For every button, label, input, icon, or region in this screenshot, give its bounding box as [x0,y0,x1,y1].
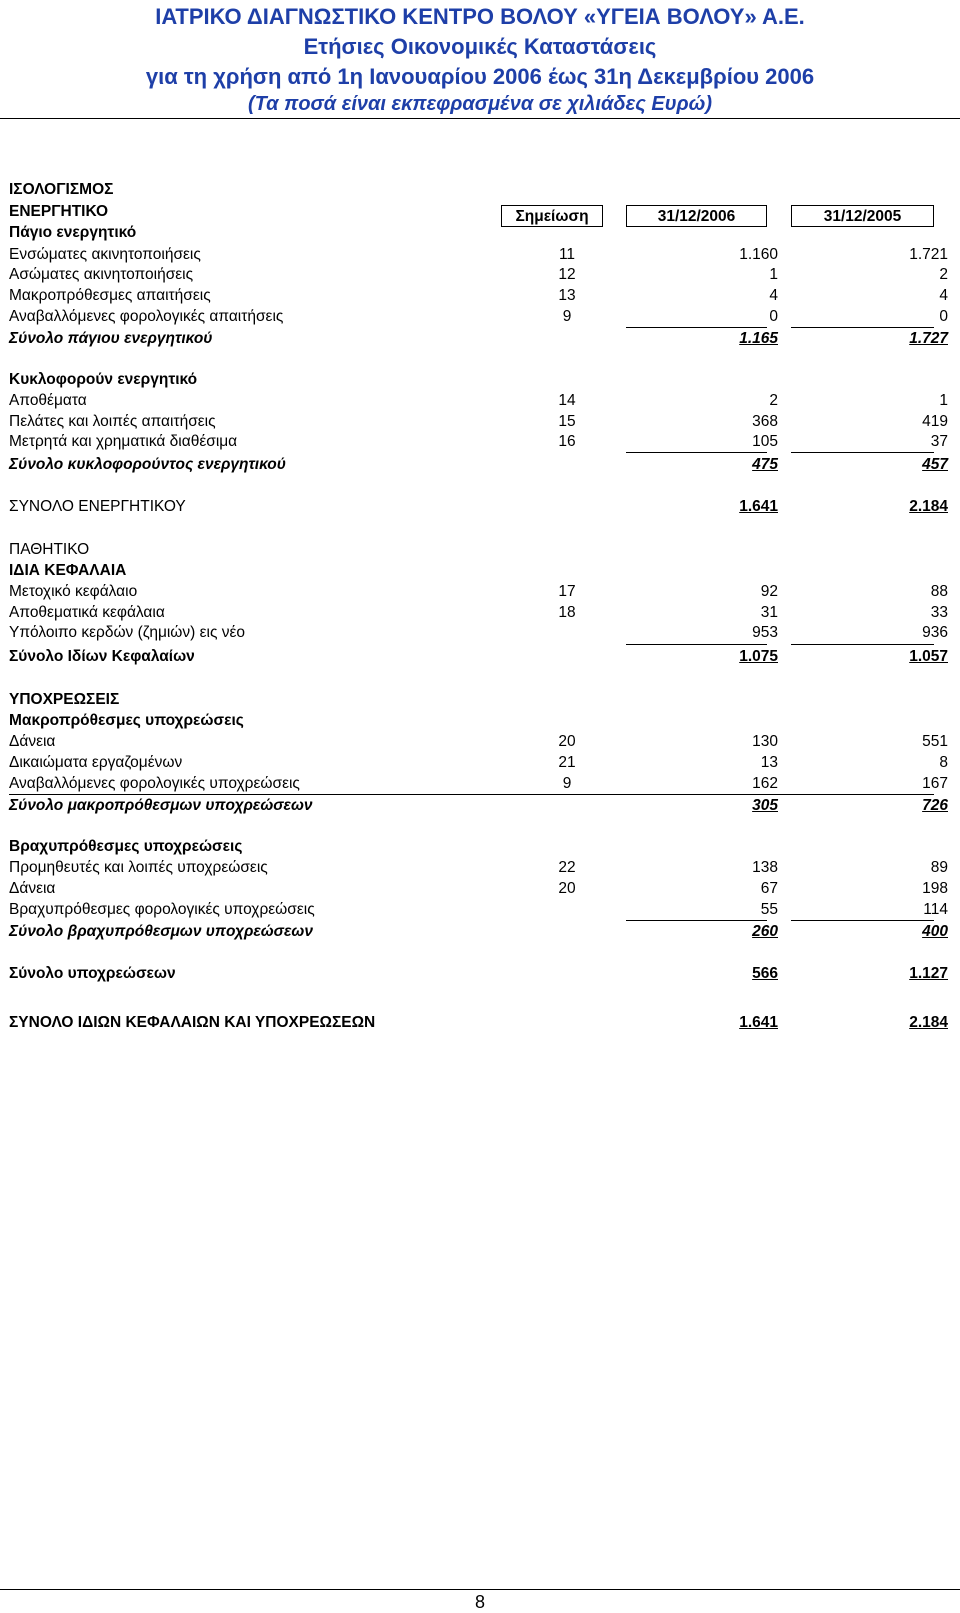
subtotal-rule [626,452,767,453]
table-row: Ενσώματες ακινητοποιήσεις 11 1.160 1.721 [9,246,948,263]
shortterm-title: Βραχυπρόθεσμες υποχρεώσεις [9,838,243,855]
total-row: Σύνολο υποχρεώσεων 566 1.127 [9,965,948,982]
subtotal-rule [626,920,767,921]
grand-total-row: ΣΥΝΟΛΟ ΙΔΙΩΝ ΚΕΦΑΛΑΙΩΝ ΚΑΙ ΥΠΟΧΡΕΩΣΕΩΝ 1.641 2.184 [9,1014,948,1031]
column-header-2006: 31/12/2006 [626,205,767,227]
total-row: Σύνολο κυκλοφορούντος ενεργητικού 475 457 [9,456,948,473]
statements-title: Ετήσιες Οικονομικές Καταστάσεις [303,34,657,59]
subtotal-rule [791,644,934,645]
subtotal-rule [626,327,767,328]
subtotal-rule [9,794,934,795]
table-row: Μετοχικό κεφάλαιο 17 92 88 [9,583,948,600]
table-row: Δάνεια 20 67 198 [9,880,948,897]
company-title: ΙΑΤΡΙΚΟ ΔΙΑΓΝΩΣΤΙΚΟ ΚΕΝΤΡΟ ΒΟΛΟΥ «ΥΓΕΙΑ ΒΟΛΟΥ» Α.Ε. [155,4,805,29]
table-row: Αναβαλλόμενες φορολογικές υποχρεώσεις 9 162 167 [9,775,948,792]
table-row: Πελάτες και λοιπές απαιτήσεις 15 368 419 [9,413,948,430]
subtotal-rule [791,920,934,921]
table-row: Αποθεματικά κεφάλαια 18 31 33 [9,604,948,621]
table-row: Προμηθευτές και λοιπές υποχρεώσεις 22 138 89 [9,859,948,876]
column-header-note: Σημείωση [501,205,603,227]
table-row: Αναβαλλόμενες φορολογικές απαιτήσεις 9 0 0 [9,308,948,325]
footer-divider [0,1589,960,1590]
obligations-title: ΥΠΟΧΡΕΩΣΕΙΣ [9,691,120,708]
longterm-title: Μακροπρόθεσμες υποχρεώσεις [9,712,244,729]
total-row: Σύνολο Ιδίων Κεφαλαίων 1.075 1.057 [9,648,948,665]
currency-note: (Τα ποσά είναι εκπεφρασμένα σε χιλιάδες Ευρώ) [247,93,712,115]
noncurrent-title: Πάγιο ενεργητικό [9,224,137,241]
header-divider [0,118,960,119]
subtotal-rule [626,644,767,645]
current-title: Κυκλοφορούν ενεργητικό [9,371,198,388]
table-row: Μακροπρόθεσμες απαιτήσεις 13 4 4 [9,287,948,304]
total-row: Σύνολο πάγιου ενεργητικού 1.165 1.727 [9,330,948,347]
table-row: Ασώματες ακινητοποιήσεις 12 1 2 [9,266,948,283]
balance-title: ΙΣΟΛΟΓΙΣΜΟΣ [9,181,114,198]
assets-title: ΕΝΕΡΓΗΤΙΚΟ [9,203,109,220]
period-title: για τη χρήση από 1η Ιανουαρίου 2006 έως 31η Δεκεμβρίου 2006 [145,64,815,89]
total-row: Σύνολο βραχυπρόθεσμων υποχρεώσεων 260 400 [9,923,948,940]
page-number: 8 [474,1592,485,1612]
liabilities-title: ΠΑΘΗΤΙΚΟ [9,541,90,558]
total-row: Σύνολο μακροπρόθεσμων υποχρεώσεων 305 726 [9,797,948,814]
subtotal-rule [791,327,934,328]
equity-title: ΙΔΙΑ ΚΕΦΑΛΑΙΑ [9,562,127,579]
table-row: Δάνεια 20 130 551 [9,733,948,750]
table-row: Δικαιώματα εργαζομένων 21 13 8 [9,754,948,771]
table-row: Αποθέματα 14 2 1 [9,392,948,409]
column-header-2005: 31/12/2005 [791,205,934,227]
total-row: ΣΥΝΟΛΟ ΕΝΕΡΓΗΤΙΚΟΥ 1.641 2.184 [9,498,948,515]
table-row: Βραχυπρόθεσμες φορολογικές υποχρεώσεις 55 114 [9,901,948,918]
table-row: Υπόλοιπο κερδών (ζημιών) εις νέο 953 936 [9,624,948,641]
table-row: Μετρητά και χρηματικά διαθέσιμα 16 105 37 [9,433,948,450]
subtotal-rule [791,452,934,453]
